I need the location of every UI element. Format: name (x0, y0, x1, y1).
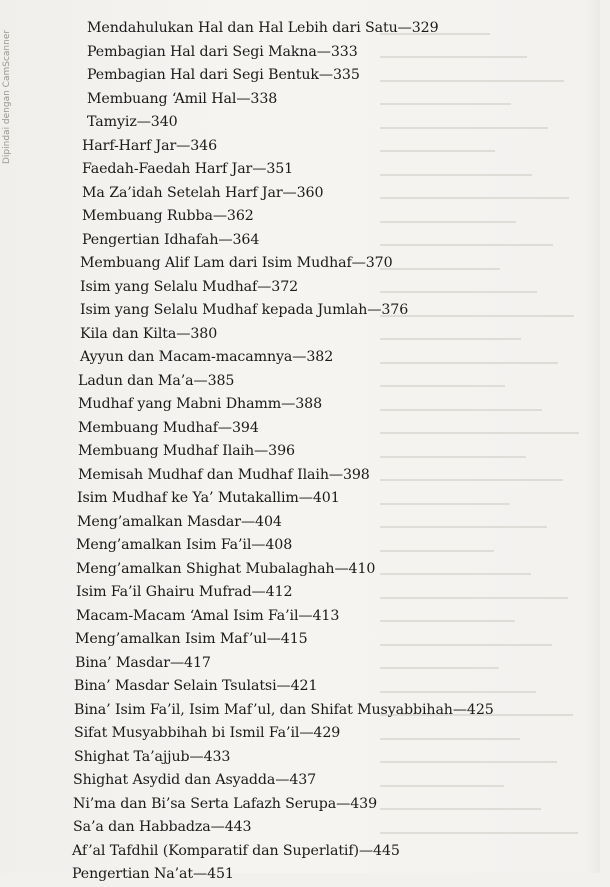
toc-entry: Pembagian Hal dari Segi Makna—333 (87, 43, 358, 60)
toc-entry: Mendahulukan Hal dan Hal Lebih dari Satu—329 (87, 20, 439, 36)
toc-entry: Membuang Rubba—362 (82, 208, 254, 224)
toc-entry: Meng’amalkan Masdar—404 (77, 513, 282, 530)
toc-entry: Kila dan Kilta—380 (80, 325, 218, 342)
toc-entry: Bina’ Masdar Selain Tsulatsi—421 (74, 678, 318, 694)
toc-entry: Sa’a dan Habbadza—443 (73, 819, 252, 835)
toc-entry: Membuang Mudhaf Ilaih—396 (78, 443, 295, 459)
toc-entry: Ladun dan Ma’a—385 (78, 372, 235, 389)
toc-entry: Isim Mudhaf ke Ya’ Mutakallim—401 (77, 490, 340, 506)
toc-entry: Ni’ma dan Bi’sa Serta Lafazh Serupa—439 (73, 795, 378, 812)
toc-entry: Meng’amalkan Isim Fa’il—408 (76, 537, 293, 553)
toc-entry: Pengertian Na’at—451 (72, 866, 234, 882)
toc-entry: Isim yang Selalu Mudhaf—372 (80, 278, 299, 295)
toc-entry: Shighat Ta’ajjub—433 (74, 748, 231, 765)
toc-entry: Membuang Mudhaf—394 (78, 419, 259, 436)
toc-entry: Membuang ‘Amil Hal—338 (87, 90, 278, 107)
toc-entry: Faedah-Faedah Harf Jar—351 (82, 161, 294, 177)
toc-entry: Harf-Harf Jar—346 (82, 137, 218, 154)
toc-entry: Macam-Macam ‘Amal Isim Fa’il—413 (76, 607, 340, 624)
scanner-watermark: Dipindai dengan CamScanner (2, 29, 12, 164)
toc-entry: Mudhaf yang Mabni Dhamm—388 (78, 396, 323, 412)
toc-entry: Sifat Musyabbihah bi Ismil Fa’il—429 (74, 725, 341, 741)
toc-entry: Meng’amalkan Isim Maf’ul—415 (75, 631, 308, 647)
toc-entry: Ayyun dan Macam-macamnya—382 (80, 349, 334, 365)
toc-entry: Membuang Alif Lam dari Isim Mudhaf—370 (80, 255, 393, 271)
toc-entry: Isim Fa’il Ghairu Mufrad—412 (76, 584, 293, 600)
toc-entry: Pengertian Idhafah—364 (82, 231, 260, 248)
toc-entry: Pembagian Hal dari Segi Bentuk—335 (87, 67, 360, 83)
toc-entry: Isim yang Selalu Mudhaf kepada Jumlah—376 (80, 302, 409, 318)
toc-entry: Ma Za’idah Setelah Harf Jar—360 (82, 184, 324, 201)
toc-entry: Bina’ Masdar—417 (75, 654, 211, 671)
toc-entry: Tamyiz—340 (87, 114, 178, 130)
toc-entry: Meng’amalkan Shighat Mubalaghah—410 (76, 560, 376, 577)
toc-entry: Bina’ Isim Fa’il, Isim Maf’ul, dan Shifat Musyabbihah—425 (74, 701, 494, 718)
page-edge-shadow (586, 0, 600, 873)
toc-entry: Shighat Asydid dan Asyadda—437 (73, 772, 317, 788)
table-of-contents (72, 17, 512, 887)
toc-entry: Memisah Mudhaf dan Mudhaf Ilaih—398 (78, 466, 370, 483)
toc-entry: Af’al Tafdhil (Komparatif dan Superlatif)—445 (72, 842, 400, 859)
